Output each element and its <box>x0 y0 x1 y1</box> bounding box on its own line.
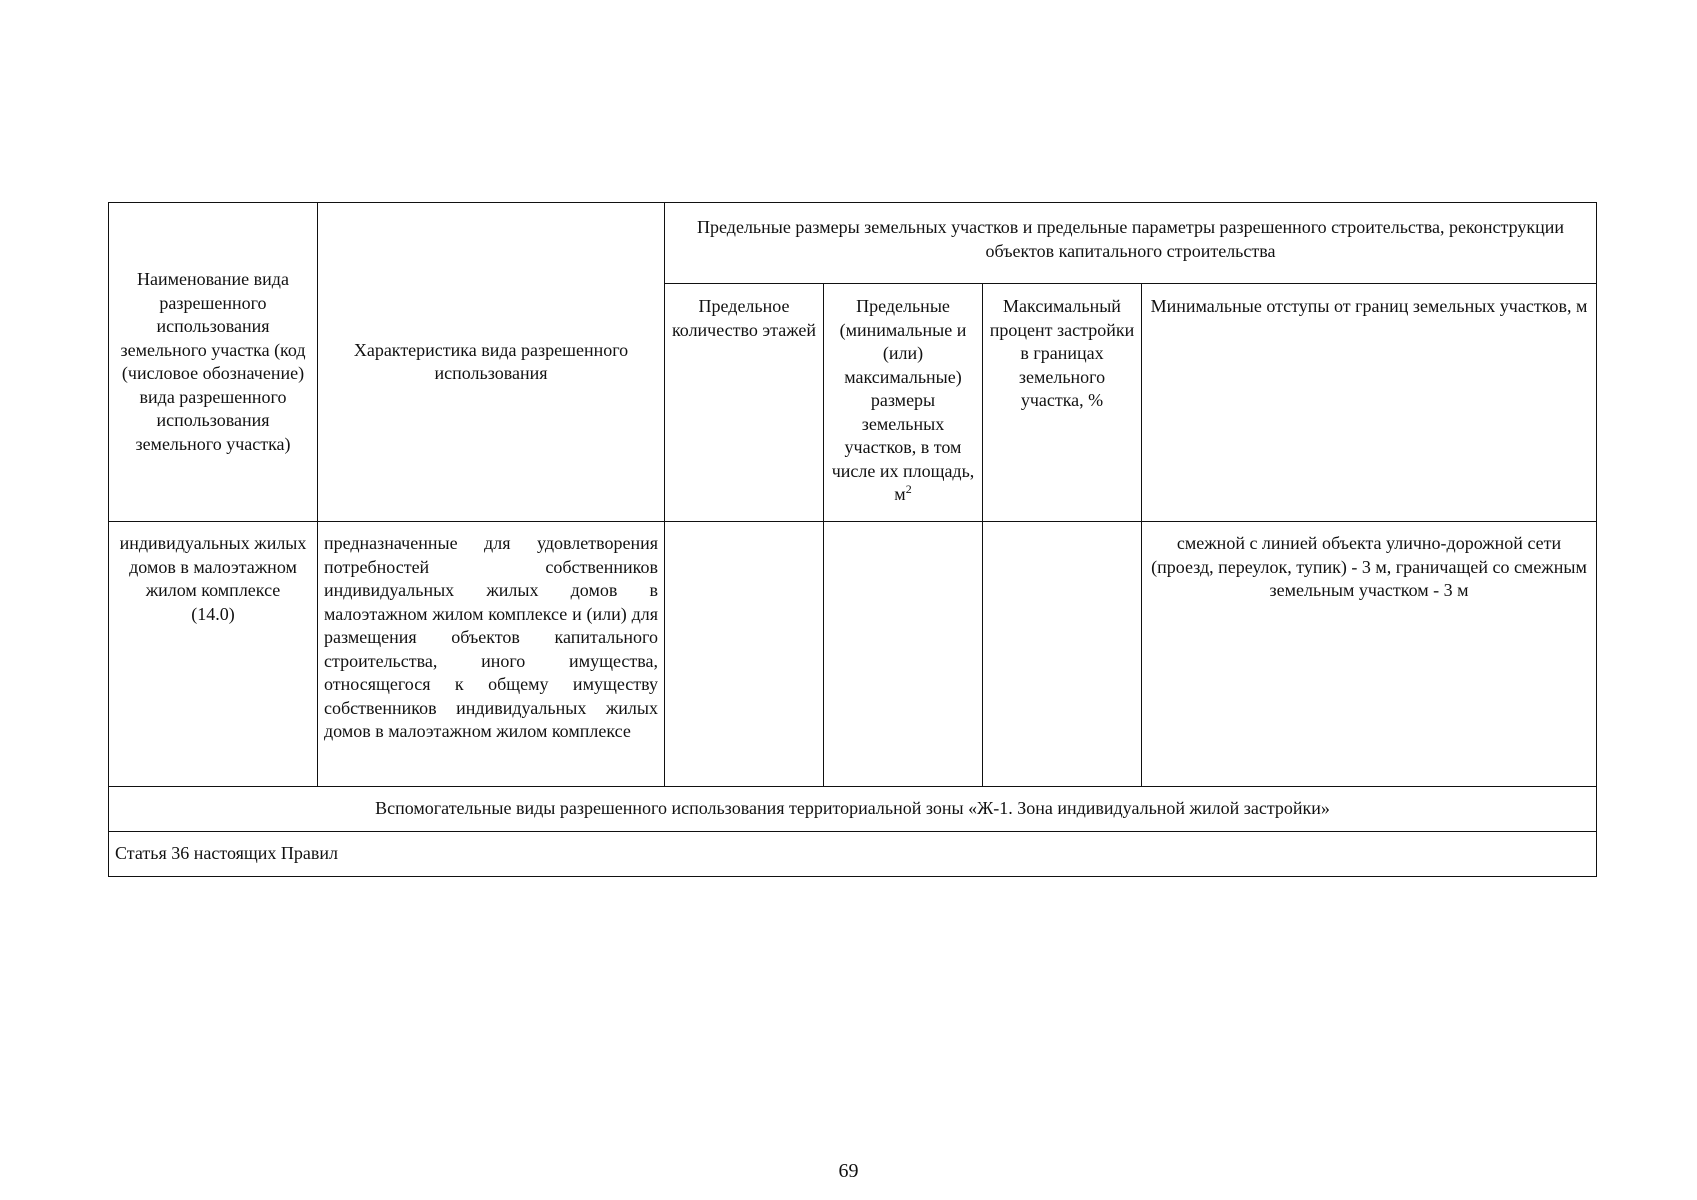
header-use-name: Наименование вида разрешенного использования земельного участка (код (числовое обозначение) вида разрешенного использования земельного участка) <box>109 203 318 522</box>
use-code: (14.0) <box>191 603 235 624</box>
auxiliary-heading: Вспомогательные виды разрешенного использования территориальной зоны «Ж-1. Зона индивидуальной жилой застройки» <box>109 787 1597 832</box>
auxiliary-reference: Статья 36 настоящих Правил <box>109 832 1597 877</box>
header-setbacks: Минимальные отступы от границ земельных участков, м <box>1142 284 1597 522</box>
table-row <box>109 522 1597 787</box>
cell-use-characteristic: предназначенные для удовлетворения потребностей собственников индивидуальных жилых домов в малоэтажном жилом комплексе и (или) для размещения объектов капитального строительства, иного имущества, относящегося к общему имуществу собственников индивидуальных жилых домов в малоэтажном жилом комплексе <box>318 522 665 787</box>
cell-use-name <box>109 522 318 787</box>
auxiliary-heading-row <box>109 787 1597 832</box>
use-name-text: индивидуальных жилых домов в малоэтажном жилом комплексе <box>119 533 307 600</box>
header-coverage: Максимальный процент застройки в границах земельного участка, % <box>983 284 1142 522</box>
cell-setbacks: смежной с линией объекта улично-дорожной сети (проезд, переулок, тупик) - 3 м, граничащей со смежным земельным участком - 3 м <box>1142 522 1597 787</box>
cell-coverage <box>983 522 1142 787</box>
auxiliary-reference-row <box>109 832 1597 877</box>
permitted-use-table <box>108 202 1597 877</box>
header-plot-size-superscript: 2 <box>905 482 912 496</box>
header-row-1 <box>109 203 1597 284</box>
header-floors: Предельное количество этажей <box>665 284 824 522</box>
cell-plot-size <box>824 522 983 787</box>
header-plot-size-text: Предельные (минимальные и (или) максимальные) размеры земельных участков, в том числе их площадь, м <box>831 296 975 504</box>
page-number: 69 <box>838 1160 859 1182</box>
cell-floors <box>665 522 824 787</box>
header-limit-parameters-group: Предельные размеры земельных участков и предельные параметры разрешенного строительства, реконструкции объектов капитального строительства <box>665 203 1597 284</box>
header-use-characteristic: Характеристика вида разрешенного использования <box>318 203 665 522</box>
header-plot-size <box>824 284 983 522</box>
